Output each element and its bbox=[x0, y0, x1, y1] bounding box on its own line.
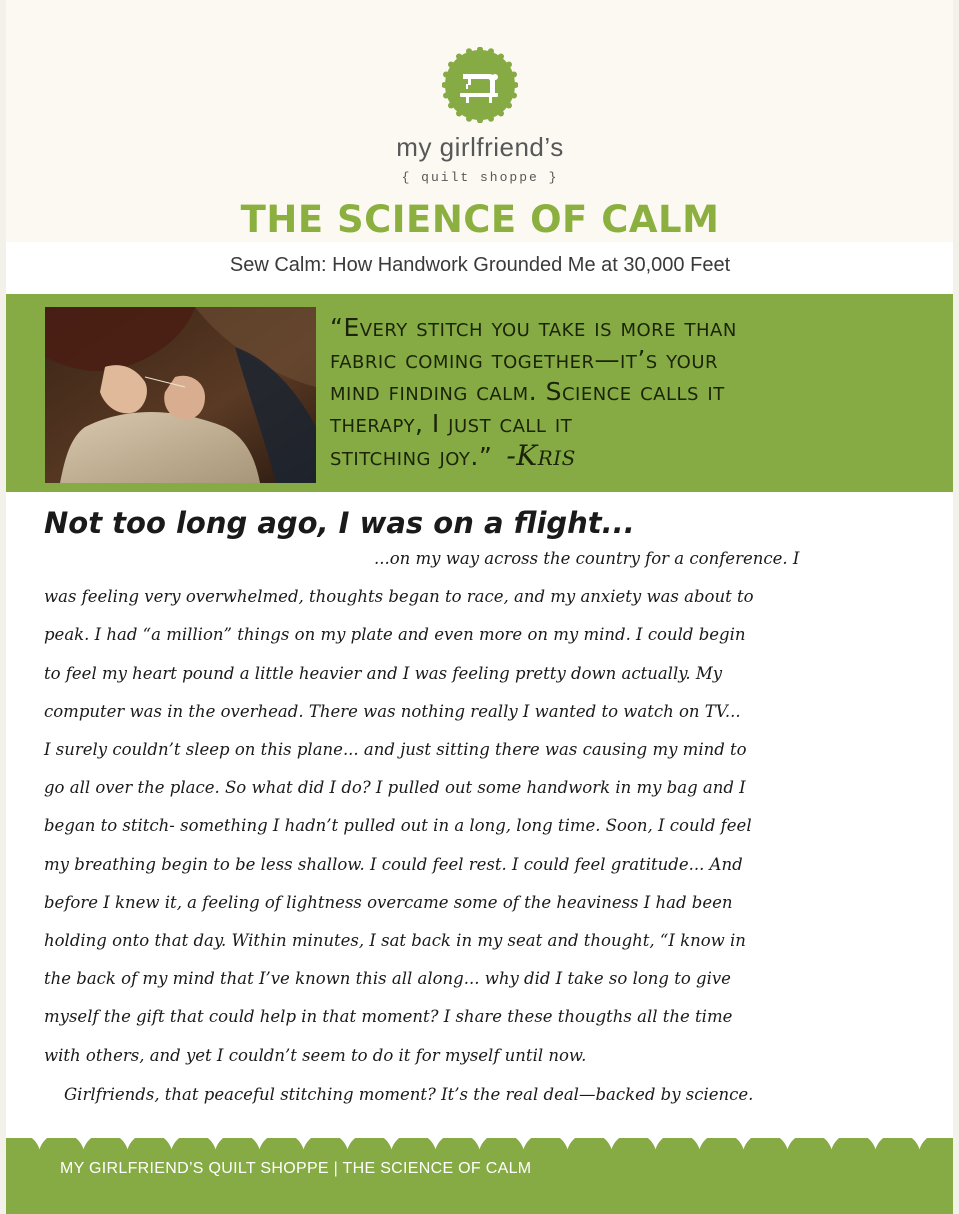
page-edge-right bbox=[953, 0, 959, 1214]
brand-subtitle: { quilt shoppe } bbox=[401, 170, 559, 185]
page-title: THE SCIENCE OF CALM bbox=[240, 198, 720, 241]
quote-line: stitching joy.” bbox=[330, 442, 493, 471]
quote-line: fabric coming together—it’s your bbox=[330, 345, 719, 374]
article-line: was feeling very overwhelmed, thoughts began to race, and my anxiety was about to bbox=[44, 587, 754, 607]
article-line: computer was in the overhead. There was nothing really I wanted to watch on TV... bbox=[44, 701, 741, 721]
article-line: peak. I had “a million” things on my plate and even more on my mind. I could begin bbox=[44, 625, 746, 645]
brand-name: my girlfriend’s bbox=[396, 132, 564, 162]
quote-line-last bbox=[330, 440, 930, 473]
sewing-machine-icon bbox=[442, 47, 518, 123]
article-body bbox=[44, 540, 920, 1075]
article-line: I surely couldn’t sleep on this plane... and just sitting there was causing my mind to bbox=[44, 740, 747, 760]
footer-text: MY GIRLFRIEND’S QUILT SHOPPE | THE SCIENCE OF CALM bbox=[60, 1160, 532, 1177]
article-line: my breathing begin to be less shallow. I could feel rest. I could feel gratitude... And bbox=[44, 854, 743, 874]
article-line: go all over the place. So what did I do? I pulled out some handwork in my bag and I bbox=[44, 778, 746, 798]
article-line: to feel my heart pound a little heavier and I was feeling pretty down actually. My bbox=[44, 663, 723, 683]
quote-signature: -Kris bbox=[506, 439, 576, 472]
article-line: myself the gift that could help in that moment? I share these thougths all the time bbox=[44, 1007, 733, 1027]
article-line: ...on my way across the country for a conference. I bbox=[374, 549, 800, 568]
article-line: before I knew it, a feeling of lightness overcame some of the heaviness I had been bbox=[44, 892, 733, 912]
quote-line: therapy, I just call it bbox=[330, 409, 573, 438]
quote-line: mind finding calm. Science calls it bbox=[330, 377, 725, 406]
quote-line: “Every stitch you take is more than bbox=[330, 313, 737, 342]
article-line: with others, and yet I couldn’t seem to do it for myself until now. bbox=[44, 1045, 587, 1065]
stitching-photo bbox=[45, 307, 316, 483]
article-line: holding onto that day. Within minutes, I sat back in my seat and thought, “I know in bbox=[44, 931, 746, 951]
quote-text bbox=[330, 312, 930, 473]
article-closing: Girlfriends, that peaceful stitching moment? It’s the real deal—backed by science. bbox=[64, 1085, 754, 1104]
page-subtitle: Sew Calm: How Handwork Grounded Me at 30,000 Feet bbox=[229, 254, 731, 276]
article-line: began to stitch- something I hadn’t pulled out in a long, long time. Soon, I could feel bbox=[44, 816, 752, 836]
article-heading: Not too long ago, I was on a flight... bbox=[44, 506, 635, 540]
article-line: the back of my mind that I’ve known this all along... why did I take so long to give bbox=[44, 969, 731, 989]
